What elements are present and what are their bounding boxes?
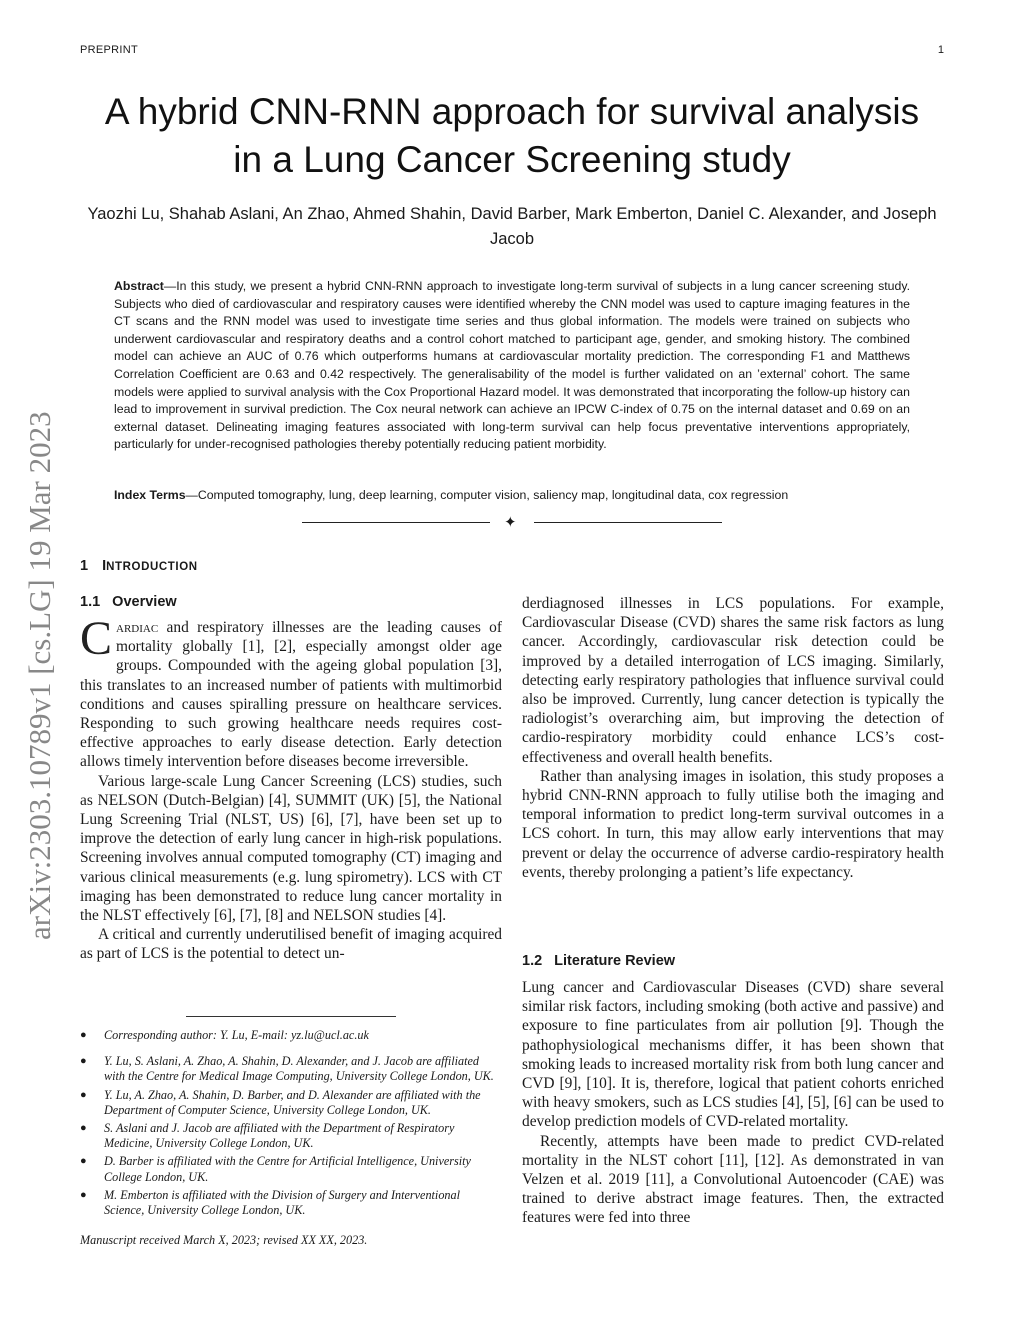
subsection-title: Literature Review <box>554 953 676 969</box>
paper-title: A hybrid CNN-RNN approach for survival analysis in a Lung Cancer Screening study <box>104 91 920 180</box>
index-terms-text: —Computed tomography, lung, deep learning, computer vision, saliency map, longitudinal data, cox regression <box>185 488 789 502</box>
literature-review-body <box>522 978 944 1228</box>
separator-diamond-icon: ✦ <box>504 515 517 531</box>
manuscript-note: Manuscript received March X, 2023; revised XX XX, 2023. <box>80 1233 368 1247</box>
footnote-item <box>80 1028 502 1043</box>
subsection-heading-overview <box>80 594 177 610</box>
footnote-text: Y. Lu, A. Zhao, A. Shahin, D. Barber, and D. Alexander are affiliated with the Department of Computer Science, University College London, UK. <box>104 1087 481 1117</box>
paragraph: derdiagnosed illnesses in LCS populations. For example, Cardiovascular Disease (CVD) shares the same risk factors as lung cancer. Accordingly, cardiovascular risk detection could be improved by a detailed interrogation of LCS imaging. Similarly, detecting early respiratory pathologies that influence survival could also be improved. Currently, lung cancer detection is typically the radiologist’s overarching aim, but improving the detection of cardio-respiratory morbidity could enhance LCS’s cost-effectiveness and overall health benefits. <box>522 595 944 766</box>
footnote-text: Y. Lu, S. Aslani, A. Zhao, A. Shahin, D. Alexander, and J. Jacob are affiliated with the Centre for Medical Image Computing, University College London, UK. <box>104 1054 494 1084</box>
right-column-body <box>522 594 944 882</box>
footnote-text: M. Emberton is affiliated with the Division of Surgery and Interventional Science, University College London, UK. <box>104 1187 460 1218</box>
drop-cap-word: ardiac <box>116 619 159 636</box>
bullet-icon: ● <box>80 1088 87 1101</box>
footnote-rule <box>186 1016 396 1017</box>
paragraph: Lung cancer and Cardiovascular Diseases (CVD) share several similar risk factors, including smoking (both active and passive) and exposure to fine particulates from air pollution [9]. Though the pathophysiological mechanisms differ, it has been shown that smoking leads to increased mortality risk from both lung cancer and CVD [9], [10]. It is, therefore, logical that patient cohorts enriched with heavy smokers, such as LCS studies [4], [5], [6] can be used to develop prediction models of CVD-related mortality. <box>522 979 944 1131</box>
footnote-item <box>80 1188 502 1218</box>
subsection-number: 1.2 <box>522 953 543 969</box>
subsection-title: Overview <box>112 594 177 610</box>
footnote-item <box>80 1154 502 1184</box>
left-column-body <box>80 612 502 964</box>
abstract-text: —In this study, we present a hybrid CNN-RNN approach to investigate long-term survival of subjects in a lung cancer screening study. Subjects who died of cardiovascular and respiratory causes were identified whereby the CNN model was used to capture imaging features in the CT scans and the RNN model was used to investigate time series and thus global information. The models were trained on subjects who underwent cardiovascular and respiratory deaths and a control cohort matched to participant age, gender, and smoking history. The combined model can achieve an AUC of 0.76 which outperforms humans at cardiovascular mortality prediction. The corresponding F1 and Matthews Correlation Coefficient are 0.63 and 0.42 respectively. The generalisability of the model is further validated on an ’external’ cohort. The same models were applied to survival analysis with the Cox Proportional Hazard model. It was demonstrated that incorporating the follow-up history can lead to improvement in survival prediction. The Cox neural network can achieve an IPCW C-index of 0.75 on the internal dataset and 0.69 on an external dataset. Delineating imaging features associated with long-term survival can help focus preventative interventions appropriately, particularly for under-recognised pathologies thereby potentially reducing patient morbidity. <box>114 279 910 452</box>
section-number: 1 <box>80 558 89 574</box>
subsection-heading-literature-review <box>522 953 675 969</box>
bullet-icon: ● <box>80 1055 87 1068</box>
paragraph: Rather than analysing images in isolation, this study proposes a hybrid CNN-RNN approach to fully utilise both the imaging and temporal information to predict long-term survival outcomes in a LCS cohort. In turn, this may allow early interventions that may prevent or delay the occurrence of adverse cardio-respiratory health events, thereby prolonging a patient’s life expectancy. <box>522 767 944 881</box>
footnote-text: S. Aslani and J. Jacob are affiliated with the Department of Respiratory Medicine, University College London, UK. <box>104 1121 455 1151</box>
paragraph: A critical and currently underutilised benefit of imaging acquired as part of LCS is the potential to detect un- <box>80 926 502 963</box>
bullet-icon: ● <box>80 1188 87 1201</box>
paragraph: Recently, attempts have been made to predict CVD-related mortality in the NLST cohort [11], [12]. As demonstrated in van Velzen et al. 2019 [11], a Convolutional Autoencoder (CAE) was trained to derive abstract image features. Then, the extracted features were fed into three <box>522 1132 944 1227</box>
subsection-number: 1.1 <box>80 594 101 610</box>
page-number: 1 <box>937 44 944 56</box>
section-title-initial: I <box>102 558 107 574</box>
bullet-icon: ● <box>80 1029 87 1041</box>
section-separator <box>302 513 722 533</box>
footnote-item <box>80 1121 502 1151</box>
separator-line-right <box>534 522 722 523</box>
footnote-text: D. Barber is affiliated with the Centre for Artificial Intelligence, University College London, UK. <box>104 1154 471 1184</box>
running-header: PREPRINT <box>80 44 139 56</box>
abstract <box>114 278 910 454</box>
bullet-icon: ● <box>80 1155 87 1168</box>
footnotes <box>80 1028 502 1221</box>
section-title-rest: NTRODUCTION <box>106 561 198 573</box>
index-terms-label: Index Terms <box>114 488 186 502</box>
section-heading-introduction <box>80 558 198 574</box>
author-list: Yaozhi Lu, Shahab Aslani, An Zhao, Ahmed Shahin, David Barber, Mark Emberton, Daniel C. Alexander, and Joseph Jacob <box>87 205 937 248</box>
arxiv-identifier-stamp: arXiv:2303.10789v1 [cs.LG] 19 Mar 2023 <box>22 411 57 940</box>
footnote-item <box>80 1054 502 1084</box>
abstract-label: Abstract <box>114 279 164 293</box>
paragraph-text: and respiratory illnesses are the leading causes of mortality globally [1], [2], especially amongst older age groups. Compounded with the ageing global population [3], this translates to an increased number of patients with multimorbid conditions and causes spiralling pressure on healthcare services. Responding to such growing healthcare needs requires cost-effective approaches to early disease detection. Early detection allows timely intervention before diseases become irreversible. <box>80 619 502 771</box>
separator-line-left <box>302 522 490 523</box>
footnote-text: Corresponding author: Y. Lu, E-mail: yz.lu@ucl.ac.uk <box>104 1028 369 1042</box>
footnote-item <box>80 1088 502 1118</box>
paragraph <box>80 612 502 772</box>
paragraph: Various large-scale Lung Cancer Screening (LCS) studies, such as NELSON (Dutch-Belgian) [4], SUMMIT (UK) [5], the National Lung Screening Trial (NLST, US) [6], [7], have been set up to improve the detection of early lung cancer in high-risk populations. Screening involves annual computed tomography (CT) imaging and various clinical measurements (e.g. lung spirometry). LCS with CT imaging has been demonstrated to reduce lung cancer mortality in the NLST effectively [6], [7], [8] and NELSON studies [4]. <box>80 772 502 925</box>
index-terms <box>114 487 910 504</box>
bullet-icon: ● <box>80 1122 87 1135</box>
drop-cap: C <box>80 612 113 665</box>
